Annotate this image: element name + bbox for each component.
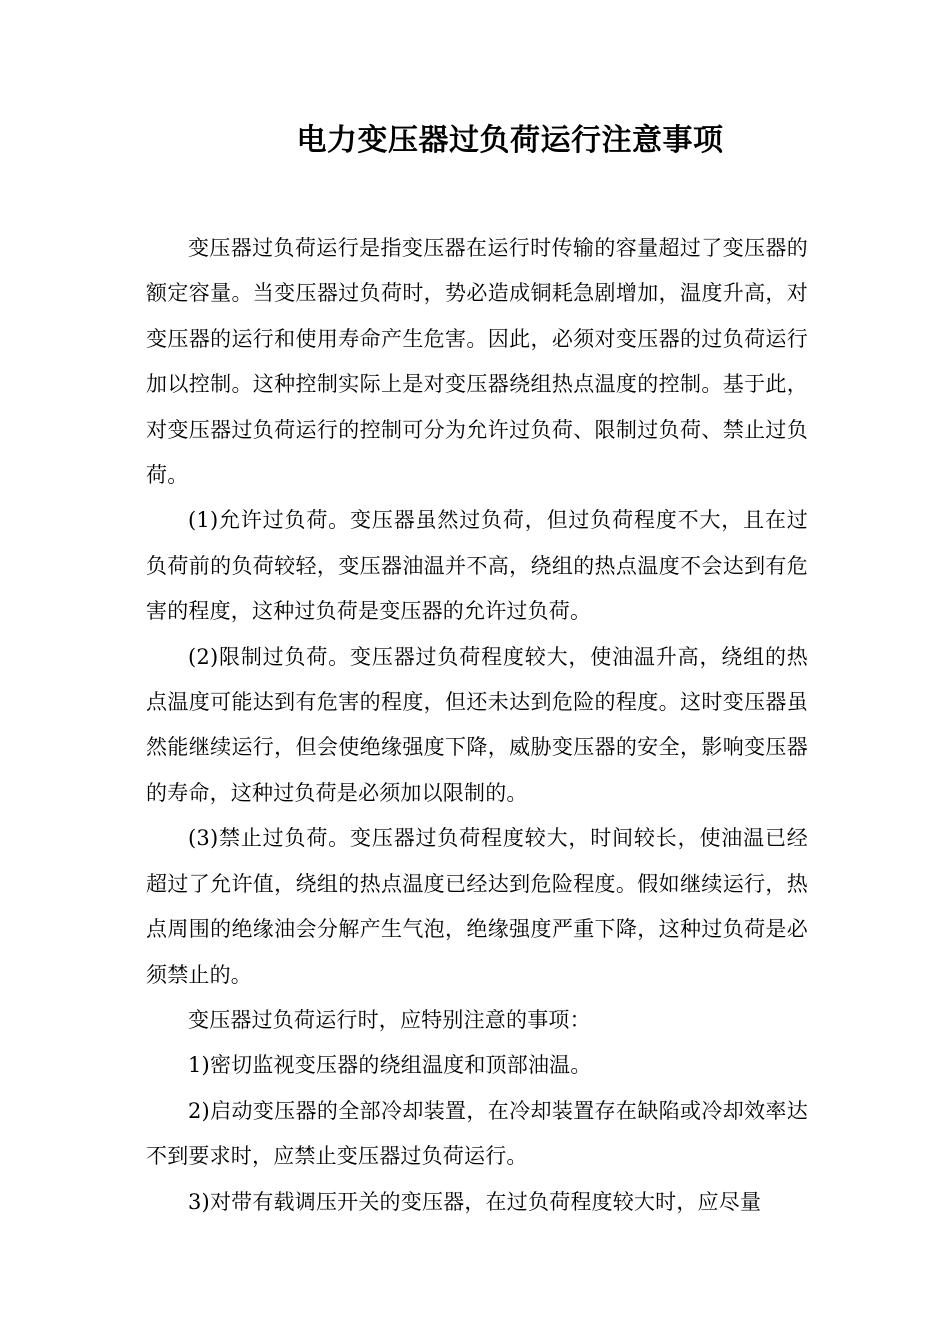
document-body	[146, 226, 808, 1225]
precaution-item-2: 2)启动变压器的全部冷却装置，在冷却装置存在缺陷或冷却效率达不到要求时，应禁止变压器过负荷运行。	[146, 1098, 808, 1169]
precaution-item-1: 1)密切监视变压器的绕组温度和顶部油温。	[188, 1053, 592, 1078]
intro-paragraph: 变压器过负荷运行是指变压器在运行时传输的容量超过了变压器的额定容量。当变压器过负荷时，势必造成铜耗急剧增加，温度升高，对变压器的运行和使用寿命产生危害。因此，必须对变压器的过负荷运行加以控制。这种控制实际上是对变压器绕组热点温度的控制。基于此，对变压器过负荷运行的控制可分为允许过负荷、限制过负荷、禁止过负荷。	[146, 236, 808, 488]
limited-overload-paragraph: (2)限制过负荷。变压器过负荷程度较大，使油温升高，绕组的热点温度可能达到有危害的程度，但还未达到危险的程度。这时变压器虽然能继续运行，但会使绝缘强度下降，威胁变压器的安全，影响变压器的寿命，这种过负荷是必须加以限制的。	[146, 644, 808, 805]
allowed-overload-paragraph: (1)允许过负荷。变压器虽然过负荷，但过负荷程度不大，且在过负荷前的负荷较轻，变压器油温并不高，绕组的热点温度不会达到有危害的程度，这种过负荷是变压器的允许过负荷。	[146, 508, 808, 624]
document-title: 电力变压器过负荷运行注意事项	[296, 123, 724, 158]
precautions-heading-paragraph: 变压器过负荷运行时，应特别注意的事项：	[188, 1007, 591, 1032]
prohibited-overload-paragraph: (3)禁止过负荷。变压器过负荷程度较大，时间较长，使油温已经超过了允许值，绕组的热点温度已经达到危险程度。假如继续运行，热点周围的绝缘油会分解产生气泡，绝缘强度严重下降，这种过负荷是必须禁止的。	[146, 826, 808, 987]
precaution-item-3: 3)对带有载调压开关的变压器，在过负荷程度较大时，应尽量	[188, 1189, 762, 1214]
